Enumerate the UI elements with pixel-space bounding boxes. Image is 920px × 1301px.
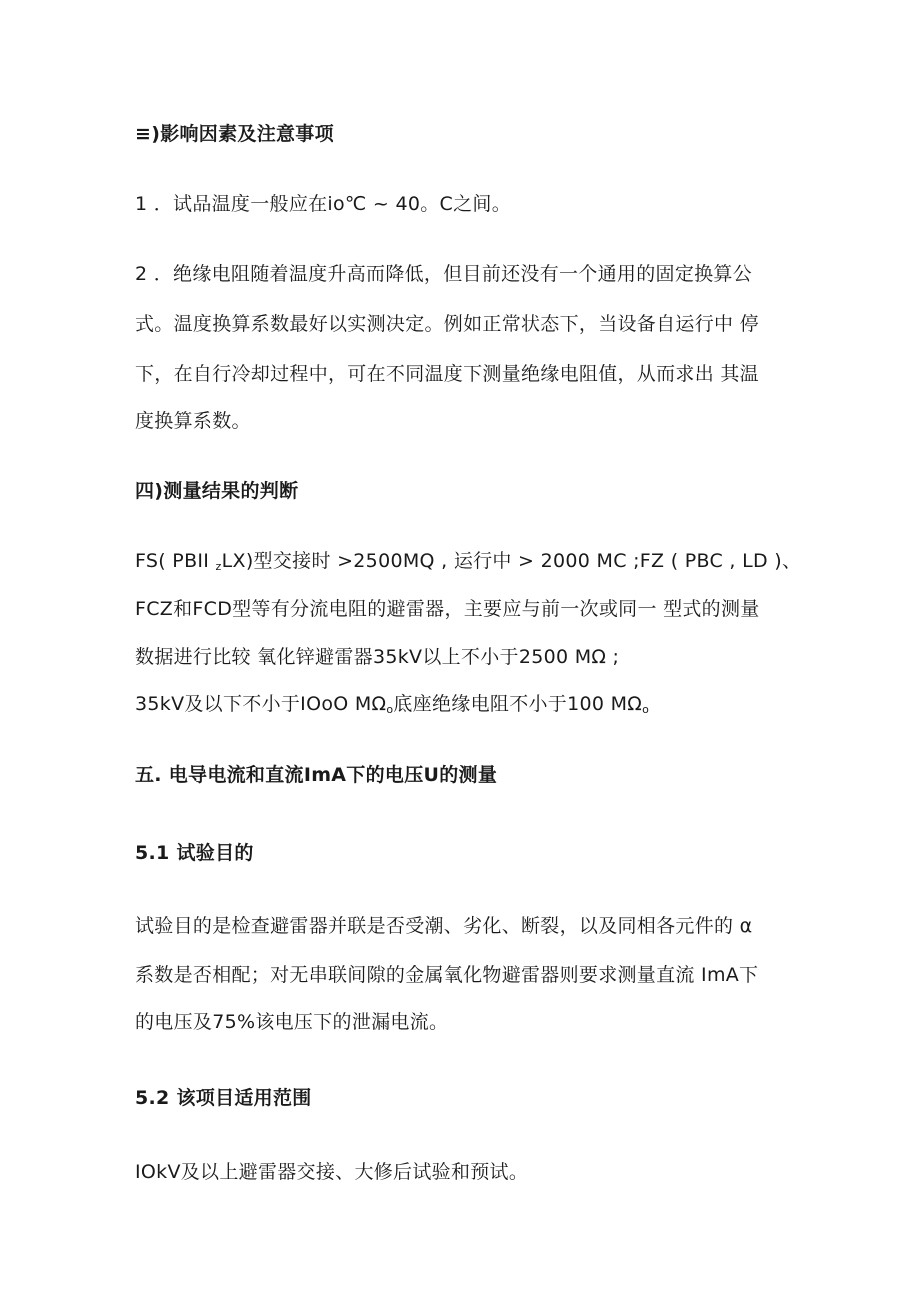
section51-heading: 5.1 试验目的 (135, 842, 254, 864)
judge-line1-part-a: FS( PBII (135, 550, 216, 572)
s51-line2: 系数是否相配；对无串联间隙的金属氧化物避雷器则要求测量直流 ImA下 (135, 964, 759, 986)
judge-line4-part-a: 35kV及以下不小于IOoO MΩ (135, 693, 387, 715)
s51-line3: 的电压及75%该电压下的泄漏电流。 (135, 1011, 449, 1033)
judge-line1-part-b: LX)型交接时 >2500MQ , 运行中 > 2000 MC ;FZ ( PBC , LD )、 (221, 550, 802, 572)
item2-line2: 式。温度换算系数最好以实测决定。例如正常状态下，当设备自运行中 停 (135, 313, 759, 335)
judge-line4-subscript-1: o (386, 703, 394, 716)
section3-heading: ≡)影响因素及注意事项 (135, 123, 334, 145)
judge-line4-part-b: 底座绝缘电阻不小于100 MΩ (393, 693, 643, 715)
s51-line1: 试验目的是检查避雷器并联是否受潮、劣化、断裂，以及同相各元件的 α (135, 915, 753, 937)
judge-line1-subscript: z (215, 560, 222, 573)
item2-line4: 度换算系数。 (135, 410, 251, 432)
item2-line3: 下，在自行冷却过程中，可在不同温度下测量绝缘电阻值，从而求出 其温 (135, 363, 759, 385)
section52-heading: 5.2 该项目适用范围 (135, 1087, 312, 1109)
judge-line1 (135, 549, 801, 579)
judge-line4-subscript-2: o (642, 703, 650, 716)
section5-heading: 五. 电导电流和直流ImA下的电压U的测量 (135, 764, 498, 786)
item2-line1: 2 ．绝缘电阻随着温度升高而降低，但目前还没有一个通用的固定换算公 (135, 263, 753, 285)
s52-line1: IOkV及以上避雷器交接、大修后试验和预试。 (135, 1161, 529, 1183)
section4-heading: 四)测量结果的判断 (135, 480, 299, 502)
judge-line3: 数据进行比较 氧化锌避雷器35kV以上不小于2500 MΩ ; (135, 646, 620, 668)
item1-text: 1 ．试品温度一般应在io℃ ~ 40。C之间。 (135, 193, 512, 215)
judge-line4 (135, 692, 649, 722)
judge-line2: FCZ和FCD型等有分流电阻的避雷器，主要应与前一次或同一 型式的测量 (135, 598, 760, 620)
